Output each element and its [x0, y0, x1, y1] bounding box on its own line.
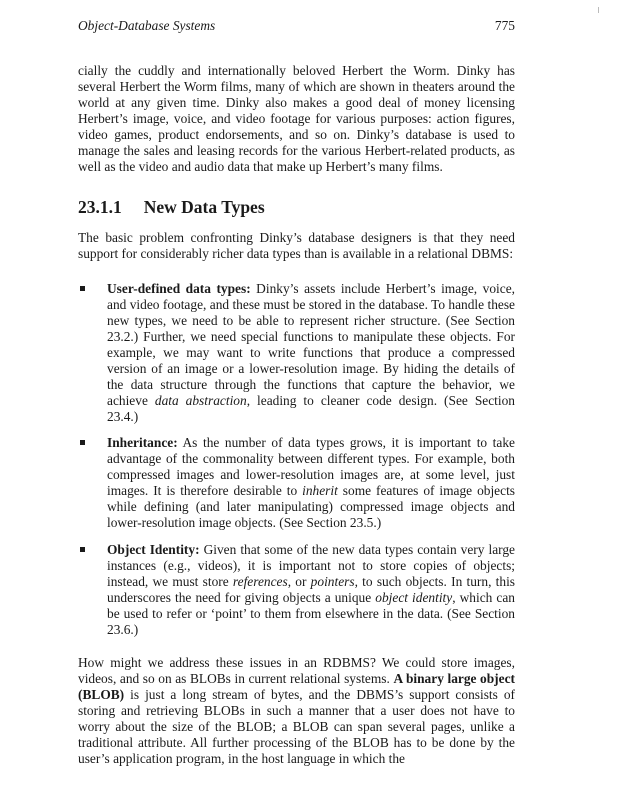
page-number: 775 — [494, 18, 515, 33]
running-title: Object-Database Systems — [78, 18, 216, 33]
bullet-user-defined-types — [78, 281, 515, 425]
bullet-text — [107, 281, 515, 425]
text-run: , which can be used to refer or ‘point’ to them from elsewhere in the data. (See Section 23.6.) — [107, 590, 516, 637]
text-run: How might we address these issues in an RDBMS? We could store images, videos, and so on as BLOBs in current relational systems. — [78, 655, 515, 686]
bold-term: Inheritance: — [107, 435, 178, 450]
section-title: New Data Types — [143, 197, 265, 217]
bold-term: User-defined data types: — [107, 281, 251, 296]
section-heading — [78, 196, 515, 218]
text-run: The basic problem confronting Dinky’s database designers is that they need support for considerably richer data types than is available in a relational DBMS: — [78, 230, 515, 261]
emphasized-term: inherit — [302, 483, 338, 498]
running-header — [78, 18, 515, 34]
bullet-text — [107, 435, 515, 531]
bold-term: A binary large object (BLOB) — [78, 671, 515, 702]
bullet-icon — [80, 286, 85, 291]
scan-mark — [598, 7, 599, 13]
bullet-text — [107, 542, 515, 638]
emphasized-term: object identity — [375, 590, 453, 605]
emphasized-term: pointers — [310, 574, 355, 589]
text-run: Dinky’s assets include Herbert’s image, voice, and video footage, and these must be stored in the database. To handle these new types, we need to be able to represent richer structure. (See Section 23.2.) Further, we need special functions to manipulate these objects. For example, we may want to write functions that produce a compressed version of an image or a lower-resolution image. By hiding the details of the data structure through the functions that capture the behavior, we achieve — [107, 281, 515, 408]
blob-paragraph — [78, 655, 515, 767]
bullet-icon — [80, 547, 85, 552]
section-number: 23.1.1 — [78, 197, 122, 217]
text-run: cially the cuddly and internationally beloved Herbert the Worm. Dinky has several Herbert the Worm films, many of which are shown in theaters around the world at any given time. Dinky also makes a good deal of money licensing Herbert’s image, voice, and video footage for various purposes: action figures, video games, product endorsements, and so on. Dinky’s database is used to manage the sales and leasing records for the various Herbert-related products, as well as the video and audio data that make up Herbert’s many films. — [78, 63, 515, 174]
bullet-object-identity — [78, 542, 515, 638]
text-run: , to such objects. In turn, this underscores the need for giving objects a unique — [107, 574, 515, 605]
text-run: As the number of data types grows, it is important to take advantage of the commonality between different types. For example, both compressed images and lower-resolution images are, at some level, just images. It is therefore desirable to — [107, 435, 515, 498]
bullet-icon — [80, 440, 85, 445]
bold-term: Object Identity: — [107, 542, 200, 557]
intro-paragraph — [78, 63, 515, 175]
emphasized-term: references — [232, 574, 288, 589]
text-run: Given that some of the new data types contain very large instances (e.g., videos), it is important not to store copies of objects; instead, we must store — [107, 542, 516, 589]
problem-paragraph — [78, 230, 515, 262]
emphasized-term: data abstraction — [154, 393, 247, 408]
text-run: is just a long stream of bytes, and the DBMS’s support consists of storing and retrieving BLOBs in such a manner that a user does not have to worry about the size of the BLOB; a BLOB can span several pages, unlike a traditional attribute. All further processing of the BLOB has to be done by the user’s application program, in the host language in which the — [78, 687, 515, 766]
text-run: some features of image objects while defining (and later manipulating) compressed image objects and lower-resolution image objects. (See Section 23.5.) — [107, 483, 516, 530]
text-run: , leading to cleaner code design. (See Section 23.4.) — [107, 393, 515, 424]
text-run: , or — [287, 574, 311, 589]
bullet-inheritance — [78, 435, 515, 531]
